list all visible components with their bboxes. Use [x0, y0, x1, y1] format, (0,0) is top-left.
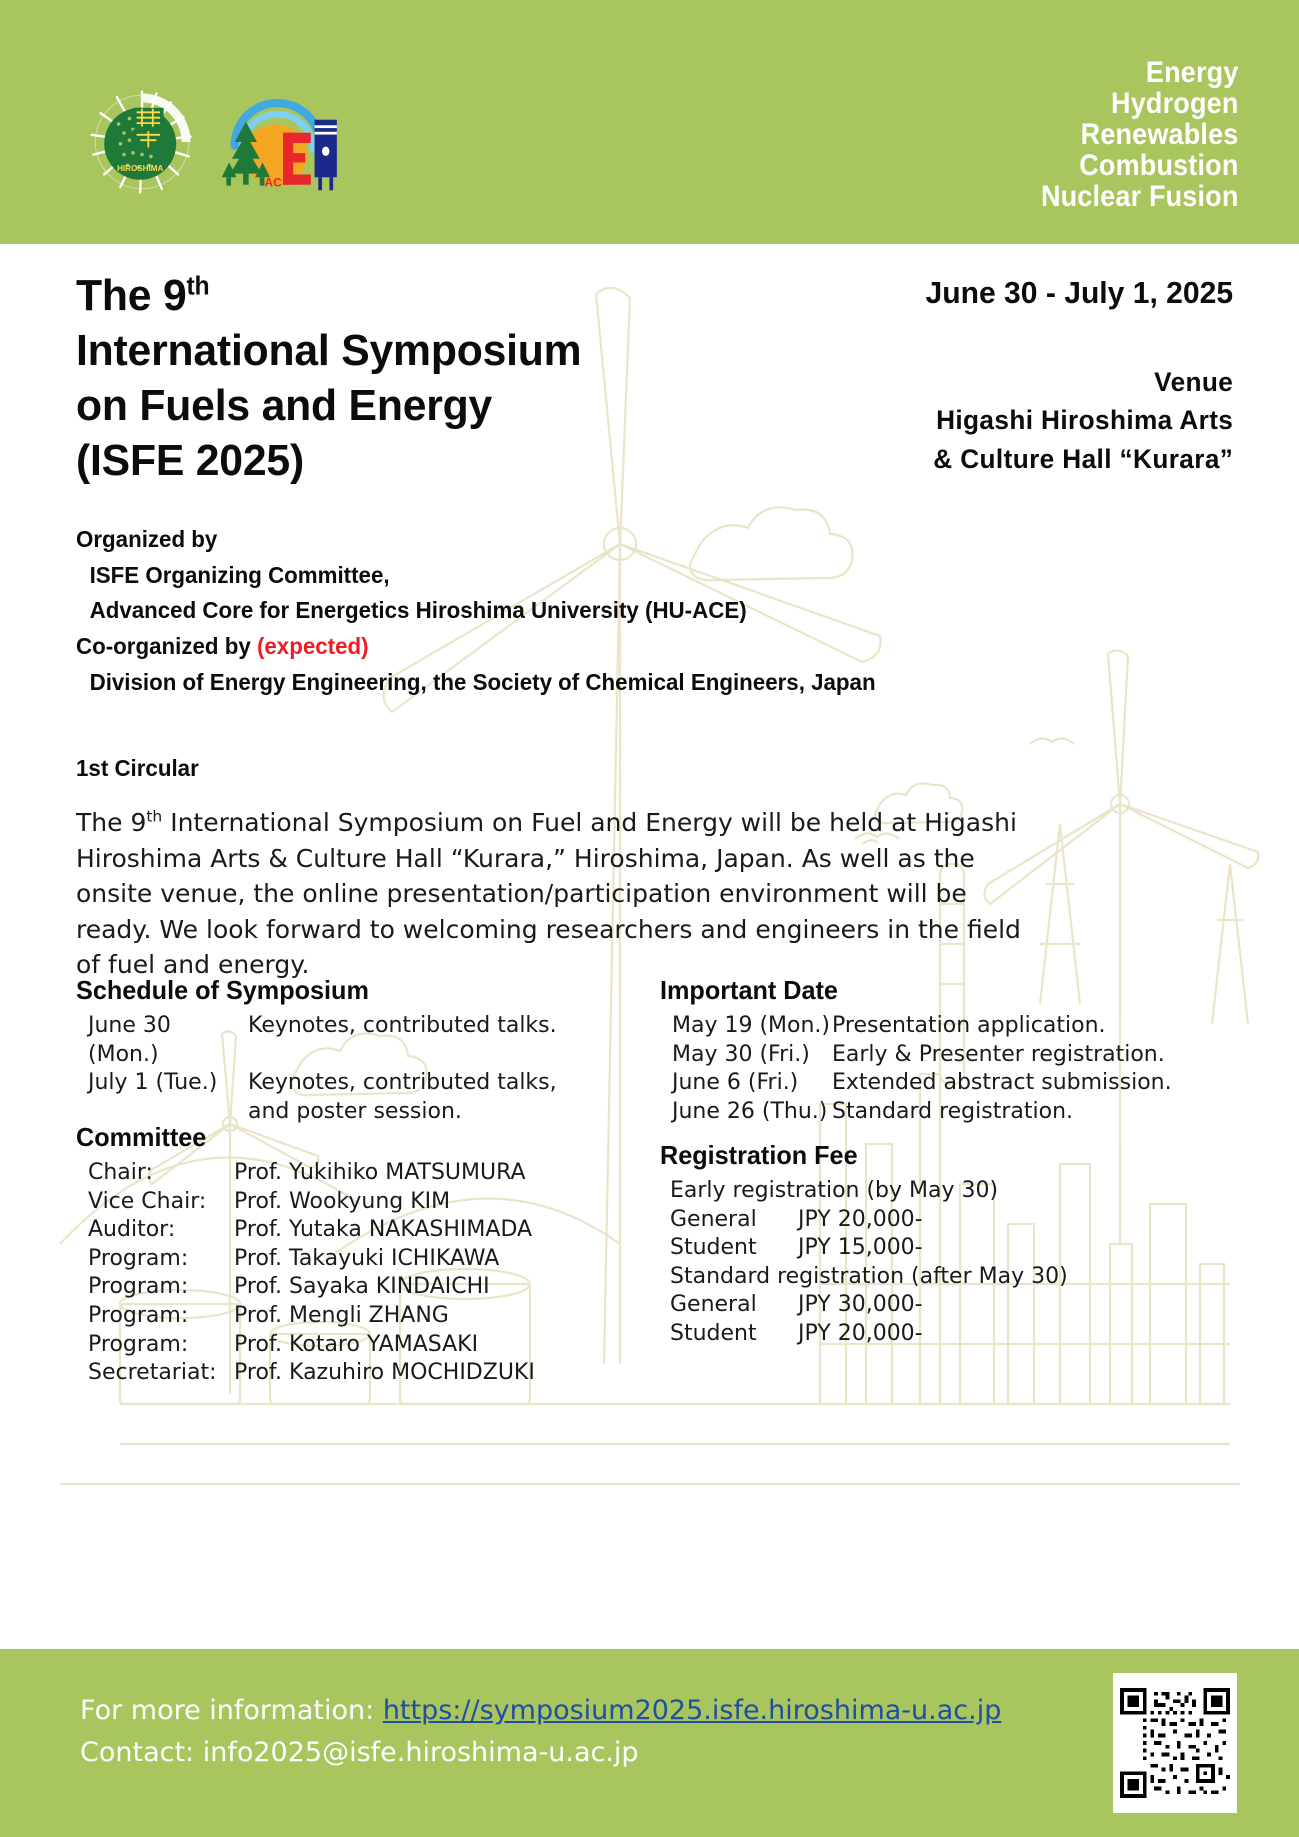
organized-by-line-1: ISFE Organizing Committee,	[89, 561, 390, 588]
important-date-detail: Standard registration.	[832, 1098, 1074, 1124]
hiroshima-university-logo	[88, 88, 196, 196]
table-row	[76, 1302, 636, 1331]
ace-logo-text: AC	[264, 175, 282, 190]
important-date-date: May 30 (Fri.)	[672, 1041, 810, 1067]
table-row	[660, 1041, 1230, 1070]
important-date-detail: Presentation application.	[832, 1013, 1106, 1038]
table-row	[76, 1245, 636, 1274]
table-row	[76, 1159, 636, 1188]
fee-type: General	[670, 1206, 757, 1232]
table-row	[660, 1320, 1230, 1349]
venue-line-1: Higashi Hiroshima Arts	[935, 405, 1233, 436]
committee-rows	[76, 1159, 636, 1388]
keyword-hydrogen: Hydrogen	[1111, 86, 1239, 120]
table-row	[660, 1234, 1230, 1263]
keyword-nuclear-fusion: Nuclear Fusion	[1041, 179, 1239, 213]
table-row	[76, 1188, 636, 1217]
fee-amount: JPY 15,000-	[798, 1235, 923, 1261]
schedule-detail: and poster session.	[248, 1098, 462, 1124]
fee-amount: JPY 20,000-	[798, 1320, 923, 1346]
committee-name: Prof. Sayaka KINDAICHI	[234, 1274, 490, 1300]
table-row	[76, 1069, 636, 1098]
important-date-detail: Early & Presenter registration.	[832, 1041, 1165, 1067]
organizers-block	[76, 522, 876, 700]
co-organized-by-label: Co-organized by	[76, 632, 251, 659]
venue-block	[933, 363, 1233, 478]
fee-amount: JPY 20,000-	[798, 1206, 923, 1232]
schedule-date: July 1 (Tue.)	[88, 1070, 218, 1096]
title-line-4: (ISFE 2025)	[76, 436, 304, 485]
logo-row	[88, 88, 348, 196]
title-line-2: International Symposium	[76, 326, 582, 375]
committee-name: Prof. Kazuhiro MOCHIDZUKI	[234, 1360, 535, 1386]
venue-line-2: & Culture Hall “Kurara”	[933, 443, 1233, 474]
fee-type: Student	[670, 1235, 757, 1261]
footer-info-label: For more information:	[80, 1695, 383, 1726]
circular-heading: 1st Circular	[76, 755, 199, 781]
registration-fee-section	[660, 1140, 1230, 1349]
table-row	[76, 1012, 636, 1069]
important-date-heading: Important Date	[660, 975, 838, 1005]
early-registration-label: Early registration (by May 30)	[670, 1178, 999, 1203]
qr-code-icon	[1120, 1688, 1230, 1798]
footer-info-row	[80, 1690, 1001, 1732]
organized-by-line-2: Advanced Core for Energetics Hiroshima University (HU-ACE)	[89, 597, 747, 624]
fee-type: Student	[670, 1320, 757, 1346]
table-row	[660, 1206, 1230, 1235]
fee-type: General	[670, 1292, 757, 1318]
event-dates: June 30 - July 1, 2025	[925, 275, 1233, 310]
table-row	[76, 1331, 636, 1360]
standard-registration-label: Standard registration (after May 30)	[670, 1263, 1068, 1289]
hu-ace-logo	[218, 88, 348, 196]
schedule-detail: Keynotes, contributed talks.	[248, 1013, 557, 1038]
title-block	[76, 268, 716, 488]
co-organized-line-1: Division of Energy Engineering, the Society of Chemical Engineers, Japan	[89, 668, 876, 695]
keyword-energy: Energy	[1146, 56, 1239, 89]
keyword-renewables: Renewables	[1081, 117, 1239, 151]
title-line-1: The 9th	[76, 271, 210, 320]
committee-name: Prof. Wookyung KIM	[234, 1188, 451, 1214]
committee-role: Auditor:	[88, 1217, 176, 1243]
committee-heading: Committee	[76, 1122, 207, 1152]
table-row	[660, 1069, 1230, 1098]
circular-body-part-2: International Symposium on Fuel and Energy will be held at Higashi Hiroshima Arts & Culture Hall “Kurara,” Hiroshima, Japan. As well as the onsite venue, the online presentation/participation environment will be ready. We look forward to welcoming researchers and engineers in the field of fuel and energy.	[76, 808, 1021, 979]
committee-role: Program:	[88, 1274, 189, 1300]
committee-role: Secretariat:	[88, 1360, 217, 1386]
table-row	[76, 1359, 636, 1388]
important-date-date: June 26 (Thu.)	[672, 1098, 828, 1124]
page-title	[76, 268, 697, 488]
schedule-section	[76, 975, 636, 1126]
table-row	[660, 1012, 1230, 1041]
organized-by-label: Organized by	[76, 526, 218, 552]
keyword-combustion: Combustion	[1079, 148, 1239, 182]
circular-body-sup: th	[146, 807, 163, 826]
footer-contact-row	[80, 1732, 1001, 1774]
committee-name: Prof. Yutaka NAKASHIMADA	[234, 1217, 533, 1243]
committee-role: Program:	[88, 1302, 189, 1328]
footer-contact-label: Contact:	[80, 1736, 203, 1768]
schedule-rows	[76, 1012, 636, 1126]
schedule-detail: Keynotes, contributed talks,	[248, 1070, 557, 1096]
table-row	[660, 1291, 1230, 1320]
circular-body-part-1: The 9	[76, 808, 147, 837]
committee-section	[76, 1122, 636, 1388]
registration-fee-heading: Registration Fee	[660, 1140, 858, 1170]
footer-text	[80, 1690, 1001, 1774]
co-organized-by-row	[76, 629, 876, 665]
important-date-detail: Extended abstract submission.	[832, 1070, 1172, 1096]
committee-name: Prof. Takayuki ICHIKAWA	[234, 1245, 500, 1271]
circular-body	[76, 805, 1046, 983]
schedule-date: June 30 (Mon.)	[88, 1013, 171, 1067]
committee-name: Prof. Yukihiko MATSUMURA	[234, 1160, 526, 1185]
committee-name: Prof. Kotaro YAMASAKI	[234, 1331, 479, 1357]
table-row	[76, 1216, 636, 1245]
header-keywords	[1041, 58, 1239, 212]
important-date-date: June 6 (Fri.)	[672, 1070, 799, 1096]
important-date-date: May 19 (Mon.)	[672, 1013, 831, 1038]
committee-role: Program:	[88, 1245, 189, 1271]
venue-label: Venue	[1153, 367, 1233, 397]
committee-name: Prof. Mengli ZHANG	[234, 1302, 449, 1328]
title-line-3: on Fuels and Energy	[76, 381, 493, 430]
committee-role: Program:	[88, 1331, 189, 1357]
important-date-rows	[660, 1012, 1230, 1126]
contact-email: info2025@isfe.hiroshima-u.ac.jp	[202, 1736, 639, 1768]
qr-code[interactable]	[1113, 1673, 1237, 1813]
table-row	[76, 1273, 636, 1302]
table-row	[660, 1098, 1230, 1127]
schedule-heading: Schedule of Symposium	[76, 975, 369, 1005]
hiroshima-logo-text: HIROSHIMA	[117, 163, 164, 173]
committee-role: Vice Chair:	[88, 1188, 207, 1214]
committee-role: Chair:	[88, 1160, 153, 1185]
symposium-website-link[interactable]: https://symposium2025.isfe.hiroshima-u.ac.jp	[382, 1695, 1002, 1726]
co-organized-expected-note: (expected)	[256, 632, 369, 659]
fee-amount: JPY 30,000-	[798, 1292, 923, 1318]
important-date-section	[660, 975, 1230, 1126]
